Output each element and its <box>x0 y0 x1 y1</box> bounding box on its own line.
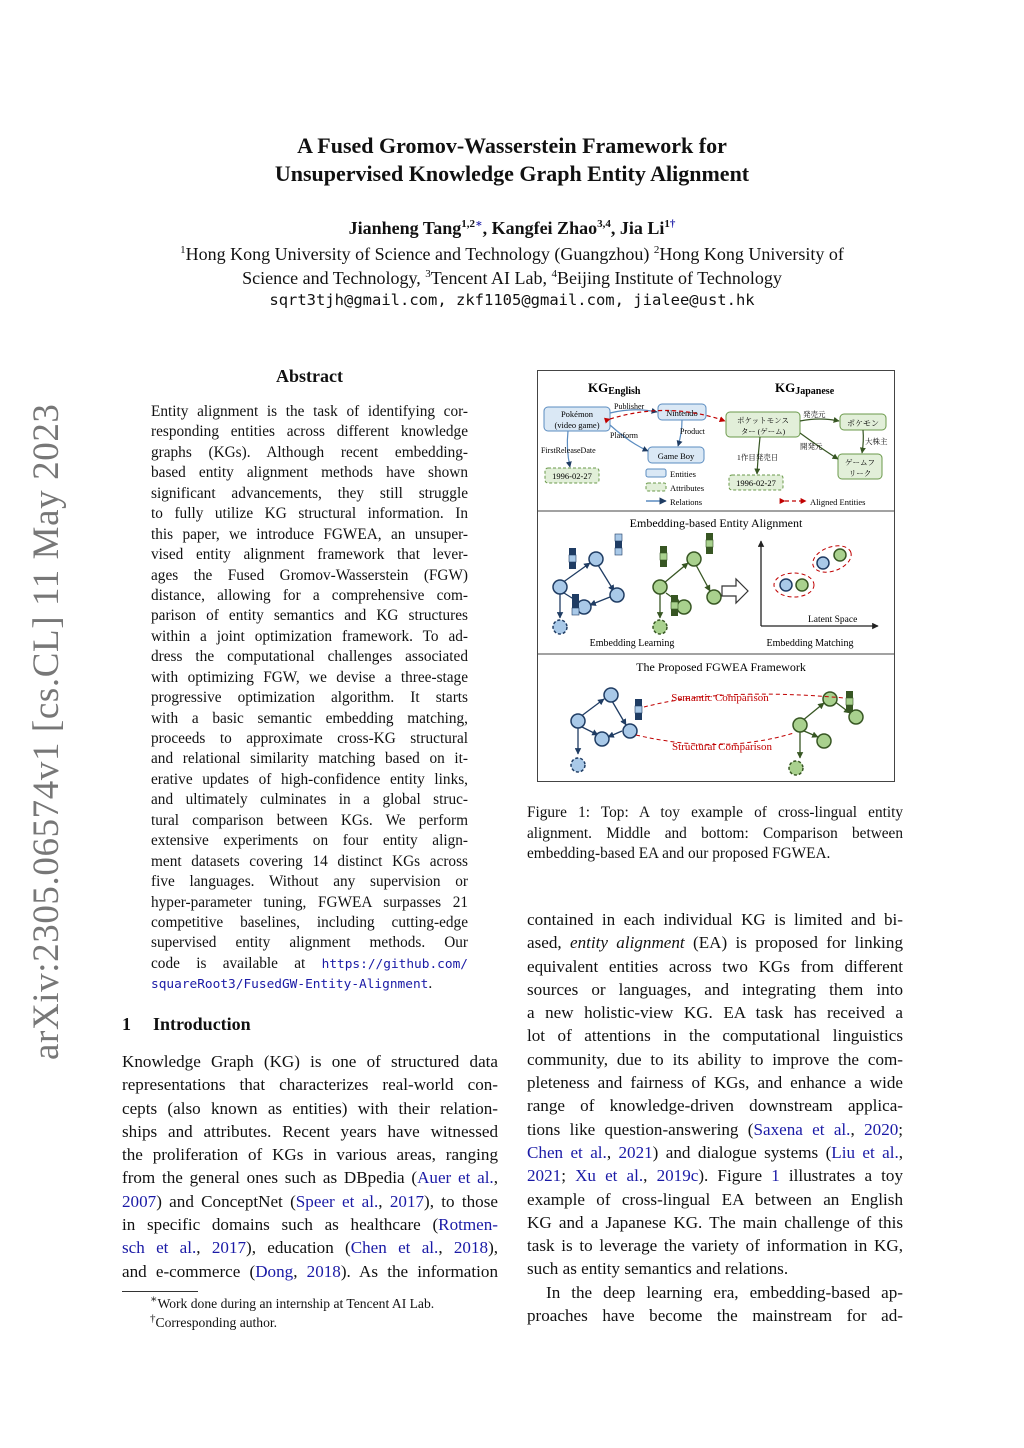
affil-text: Beijing Institute of Technology <box>557 268 782 288</box>
graph-node <box>687 552 701 566</box>
structural-comparison-label: Structural Comparison <box>672 741 772 753</box>
text-line: a new holistic-view KG. EA task has received a <box>527 1003 903 1023</box>
abstract-line: to fully utilize KG structural information. In <box>151 505 468 523</box>
legend-attribute-swatch <box>646 483 666 491</box>
abstract-line <box>151 954 468 974</box>
figure-1-diagram <box>538 371 894 781</box>
text-run: ), to those <box>424 1191 498 1211</box>
title-line-1: A Fused Gromov-Wasserstein Framework for <box>297 133 727 158</box>
affil-sup: 3 <box>425 268 431 280</box>
caption-line: embedding-based EA and our proposed FGWEA. <box>527 845 831 862</box>
sublabel: Embedding Learning <box>589 638 675 649</box>
text-line: Knowledge Graph (KG) is one of structured data <box>122 1052 498 1071</box>
author-affil-sup: 1 <box>664 218 670 230</box>
citation-link[interactable]: Liu et al. <box>831 1142 899 1162</box>
footnotes <box>150 1294 434 1332</box>
text-run: ). Figure <box>698 1166 772 1186</box>
abstract-line: significant advancements, they still struggle <box>151 484 468 502</box>
footnote <box>150 1313 434 1332</box>
relation-label: Publisher <box>614 402 645 411</box>
entity-label: リーク <box>848 469 872 478</box>
text-run: ased, <box>527 933 570 953</box>
relation-edge <box>862 430 863 453</box>
citation-link[interactable]: 2021 <box>527 1166 562 1186</box>
relation-label: FirstReleaseDate <box>541 446 596 455</box>
author-affil-sup: 1,2 <box>461 218 475 230</box>
text-line <box>122 1260 498 1283</box>
text-run: , <box>850 1119 865 1139</box>
abstract-line <box>151 974 468 994</box>
affil-sup: 2 <box>653 244 660 256</box>
text-line: the proliferation of KGs in various areas, ranging <box>122 1145 498 1165</box>
attribute-label: 1996-02-27 <box>736 478 776 488</box>
citation-link[interactable]: 2018 <box>306 1261 341 1281</box>
process-arrow-icon <box>722 579 748 603</box>
relation-label: 開発元 <box>800 442 823 451</box>
footnote-mark: ∗ <box>150 1293 158 1306</box>
citation-link[interactable]: Xu et al. <box>575 1166 644 1186</box>
abstract-line: dress the computational challenges associated <box>151 648 468 666</box>
blue-graph-fgw <box>571 688 642 772</box>
text-line <box>122 1236 498 1259</box>
relation-label: Platform <box>610 431 638 440</box>
entity-label: ター (ゲーム) <box>740 427 786 436</box>
author-separator: , <box>482 218 492 238</box>
citation-link[interactable]: Dong <box>255 1261 294 1281</box>
citation-link[interactable]: 2020 <box>864 1119 899 1139</box>
figure-ref-link[interactable]: 1 <box>771 1166 780 1186</box>
graph-node <box>823 692 837 706</box>
panel-title: Embedding-based Entity Alignment <box>629 516 803 530</box>
citation-link[interactable]: Chen et al. <box>350 1238 439 1258</box>
text-line: range of knowledge-driven downstream applica- <box>527 1096 903 1116</box>
sublabel: Embedding Matching <box>766 638 854 649</box>
code-link[interactable]: squareRoot3/FusedGW-Entity-Alignment <box>151 977 429 993</box>
abstract-line: ment datasets covering 14 distinct KGs across <box>151 852 468 870</box>
abstract-line: five languages. Without any supervision or <box>151 873 468 891</box>
blue-graph <box>553 534 624 634</box>
text-run: ). As the information <box>340 1261 498 1281</box>
text-run: tions like question-answering ( <box>527 1119 754 1139</box>
citation-link[interactable]: Chen et al. <box>527 1142 607 1162</box>
text-run: , <box>606 1142 619 1162</box>
panel-title: The Proposed FGWEA Framework <box>636 660 806 674</box>
graph-node <box>589 552 603 566</box>
abstract-line: and relational similarity matching based on it- <box>151 750 468 768</box>
text-line: ships and attributes. Recent years have witnessed <box>122 1121 498 1141</box>
citation-link[interactable]: 2017 <box>211 1238 247 1258</box>
text-line: cepts (also known as entities) with their relation- <box>122 1098 498 1118</box>
text-line <box>122 1190 498 1213</box>
graph-node <box>571 714 585 728</box>
arxiv-sidebar: arXiv:2305.06574v1 [cs.CL] 11 May 2023 <box>26 403 67 1060</box>
entity-label: Game Boy <box>657 451 695 461</box>
relation-label: 1作目発売日 <box>737 453 779 462</box>
caption-line: Figure 1: Top: A toy example of cross-lingual entity <box>527 804 903 821</box>
footnote-mark-link[interactable]: ∗ <box>474 218 483 230</box>
footnote-mark: † <box>150 1312 156 1325</box>
code-link[interactable]: https://github.com/ <box>321 956 468 972</box>
abstract-line: Entity alignment is the task of identifying cor- <box>151 403 468 420</box>
author-name: Kangfei Zhao <box>491 218 598 238</box>
author-emails: sqrt3tjh@gmail.com, zkf1105@gmail.com, jialee@ust.hk <box>269 291 755 309</box>
abstract-line: responding entities across different knowledge <box>151 423 468 441</box>
author-separator: , <box>610 218 620 238</box>
text-line: community, due to its ability to improve the com- <box>527 1049 903 1069</box>
text-line: example of cross-lingual EA between an English <box>527 1189 903 1209</box>
citation-link[interactable]: 2007 <box>122 1191 157 1211</box>
affil-text: Science and Technology, <box>242 268 426 288</box>
abstract-line: proceeds to approximate cross-KG structural <box>151 730 468 747</box>
abstract-line: with optimizing FGW, we devise a three-stage <box>151 668 468 686</box>
abstract-line: graphs (KGs). Although recent embedding- <box>151 443 468 461</box>
relation-label: 大株主 <box>865 437 888 446</box>
abstract-text: . <box>428 975 433 993</box>
affiliations <box>120 242 904 290</box>
citation-link[interactable]: 2019c <box>656 1166 699 1186</box>
text-line: proaches have become the mainstream for ad- <box>527 1306 903 1326</box>
abstract-line: with a basic semantic embedding matching, <box>151 709 468 727</box>
author-name: Jia Li <box>619 218 665 238</box>
citation-link[interactable]: Speer et al. <box>295 1191 379 1211</box>
text-line: equivalent entities across two KGs from different <box>527 956 903 976</box>
author-name: Jianheng Tang <box>348 218 462 238</box>
text-run: and e-commerce ( <box>122 1261 256 1281</box>
affil-sup: 4 <box>551 268 557 280</box>
text-run: , <box>493 1168 498 1188</box>
legend-label: Attributes <box>670 483 704 493</box>
title-line-2: Unsupervised Knowledge Graph Entity Alignment <box>274 161 750 186</box>
abstract-line: this paper, we introduce FGWEA, an unsuper- <box>151 525 468 543</box>
text-run: ) and dialogue systems ( <box>652 1142 832 1162</box>
citation-link[interactable]: sch et al. <box>122 1238 197 1258</box>
text-run: illustrates a toy <box>779 1166 903 1186</box>
footnote-text: Work done during an internship at Tencent AI Lab. <box>157 1296 435 1311</box>
text-run: ; <box>561 1166 576 1186</box>
citation-link[interactable]: 2021 <box>618 1142 653 1162</box>
text-line: KG and a Japanese KG. The main challenge of this <box>527 1212 903 1232</box>
section-number: 1 <box>122 1014 131 1034</box>
graph-node <box>817 734 831 748</box>
section-heading-introduction <box>122 1014 251 1035</box>
text-run: ), education ( <box>246 1238 351 1258</box>
abstract-lines <box>151 402 468 954</box>
abstract-line: erative updates of high-confidence entity links, <box>151 770 468 788</box>
abstract-body <box>151 402 468 995</box>
author-affil-sup: 3,4 <box>597 218 611 230</box>
footnote-text: Corresponding author. <box>155 1315 278 1330</box>
graph-node <box>553 620 567 634</box>
figure-1 <box>537 370 895 782</box>
figure-caption <box>527 803 903 865</box>
embedding-point <box>780 579 792 591</box>
affil-sup: 1 <box>180 244 186 256</box>
emphasis: entity alignment <box>570 933 685 953</box>
abstract-line: parison of entity semantics and KG structures <box>151 607 468 625</box>
relation-label: Product <box>680 427 705 436</box>
text-line: task is to leverage the variety of information in KG, <box>527 1236 903 1256</box>
relation-edge <box>800 419 839 421</box>
abstract-line: based entity alignment methods have shown <box>151 464 468 482</box>
affil-text: Tencent AI Lab, <box>430 268 552 288</box>
abstract-line: progressive optimization algorithm. It starts <box>151 689 468 707</box>
citation-link[interactable]: Auer et al. <box>417 1168 494 1188</box>
text-run: ) and ConceptNet ( <box>156 1191 296 1211</box>
embedding-point <box>817 557 829 569</box>
text-run: , <box>293 1261 307 1281</box>
alignment-cluster <box>809 541 855 577</box>
graph-node <box>707 590 721 604</box>
paper-title <box>0 132 1024 188</box>
text-run: , <box>438 1238 454 1258</box>
graph-node <box>653 580 667 594</box>
author-list <box>0 216 1024 240</box>
embedding-point <box>834 549 846 561</box>
affil-text: Hong Kong University of <box>659 244 844 264</box>
abstract-line: hyper-parameter tuning, FGWEA surpasses 21 <box>151 893 468 911</box>
graph-node <box>653 620 667 634</box>
text-line: In the deep learning era, embedding-based ap- <box>546 1282 903 1302</box>
footnote-mark-link[interactable]: † <box>669 218 676 230</box>
entity-label: Pokémon <box>560 409 594 419</box>
citation-link[interactable]: 2018 <box>453 1238 489 1258</box>
text-line <box>527 1164 903 1187</box>
text-line: pleteness and fairness of KGs, and enhance a wide <box>527 1073 903 1093</box>
abstract-line: supervised entity alignment methods. Our <box>151 934 468 952</box>
affil-text: Hong Kong University of Science and Technology (Guangzhou) <box>185 244 654 264</box>
text-run: ; <box>898 1119 903 1139</box>
citation-link[interactable]: Rotmen- <box>438 1215 498 1235</box>
attribute-label: 1996-02-27 <box>552 471 592 481</box>
text-line <box>527 1141 903 1164</box>
caption-line: alignment. Middle and bottom: Comparison between <box>527 824 903 842</box>
graph-node <box>610 588 624 602</box>
text-run: , <box>898 1142 903 1162</box>
legend-label: Aligned Entities <box>810 497 866 507</box>
kg-english-label: KGEnglish <box>588 380 641 397</box>
legend-entity-swatch <box>646 469 666 477</box>
text-line: lot of attentions in the computational linguistics <box>527 1026 903 1046</box>
graph-node <box>571 758 585 772</box>
footnote-rule <box>122 1291 198 1292</box>
text-line <box>122 1166 498 1189</box>
text-run: (EA) is proposed for linking <box>684 933 903 953</box>
semantic-comparison-label: Semantic Comparison <box>671 692 769 704</box>
legend-label: Entities <box>670 469 696 479</box>
graph-node <box>849 710 863 724</box>
abstract-line: extensive experiments on four entity align- <box>151 832 468 850</box>
text-line: contained in each individual KG is limited and bi- <box>527 910 903 929</box>
affil-line-1 <box>120 242 904 266</box>
text-run: ), <box>488 1238 498 1258</box>
text-run: from the general ones such as DBpedia ( <box>122 1168 418 1188</box>
text-line: sources or languages, and integrating them into <box>527 979 903 999</box>
relation-label: 発売元 <box>803 410 826 419</box>
graph-node <box>793 718 807 732</box>
graph-node <box>553 580 567 594</box>
embedding-point <box>796 579 808 591</box>
abstract-heading: Abstract <box>276 366 343 386</box>
entity-label: ポケットモンス <box>737 416 789 425</box>
text-line <box>527 931 903 954</box>
abstract-line: vised entity alignment framework that lever- <box>151 546 468 564</box>
text-run: , <box>643 1166 657 1186</box>
graph-node <box>604 688 618 702</box>
graph-node <box>595 732 609 746</box>
green-graph <box>653 533 721 634</box>
intro-right-column <box>527 908 903 1327</box>
graph-node <box>677 600 691 614</box>
graph-node <box>789 761 803 775</box>
abstract-line: tural comparison between KGs. We perform <box>151 811 468 829</box>
text-line: representations that characterizes real-world con- <box>122 1075 498 1095</box>
footnote <box>150 1294 434 1313</box>
text-line: such as entity semantics and relations. <box>527 1259 789 1279</box>
entity-label: ポケモン <box>847 419 879 428</box>
graph-node <box>623 724 637 738</box>
abstract-line: distance, allowing for a comprehensive com- <box>151 586 468 604</box>
text-run: , <box>196 1238 212 1258</box>
section-title: Introduction <box>153 1014 251 1034</box>
entity-label: (video game) <box>554 420 600 430</box>
text-run: , <box>378 1191 390 1211</box>
abstract-line: and ultimately culminates in a global struc- <box>151 791 468 809</box>
green-graph-fgw <box>789 691 863 775</box>
abstract-line: ages the Fused Gromov-Wasserstein (FGW) <box>151 566 468 584</box>
latent-space-label: Latent Space <box>808 615 858 625</box>
entity-label: ゲームフ <box>845 458 875 467</box>
entity-label: Nintendo <box>666 408 698 418</box>
citation-link[interactable]: 2017 <box>389 1191 425 1211</box>
text-run: in specific domains such as healthcare ( <box>122 1215 439 1235</box>
affil-line-2 <box>120 266 904 290</box>
intro-left-column <box>122 1050 498 1283</box>
abstract-text: code is available at <box>151 954 322 972</box>
kg-japanese-label: KGJapanese <box>775 380 835 397</box>
legend-label: Relations <box>670 497 703 507</box>
text-line <box>527 1118 903 1141</box>
abstract-line: within a joint optimization framework. To ad- <box>151 627 468 645</box>
abstract-line: competitive baselines, including cutting-edge <box>151 913 468 931</box>
citation-link[interactable]: Saxena et al. <box>753 1119 851 1139</box>
text-line <box>122 1213 498 1236</box>
